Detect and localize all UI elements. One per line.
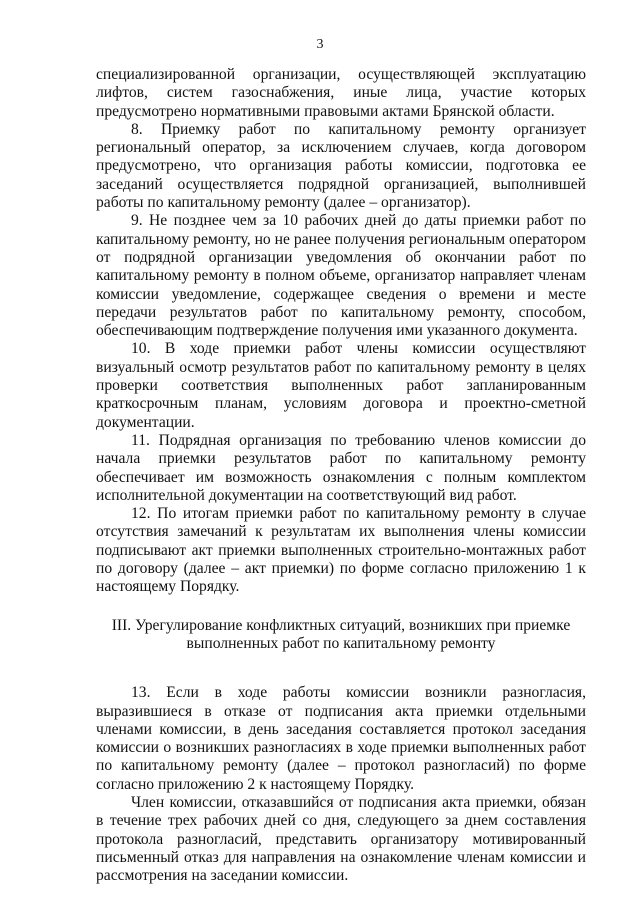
section-heading-line-2: выполненных работ по капитальному ремонту: [186, 634, 496, 652]
paragraphs-before: [96, 66, 586, 597]
page-number: 3: [316, 37, 324, 52]
paragraph-item-8: 8. Приемку работ по капитальному ремонту организует региональный оператор, за исключением случаев, когда договором предусмотрено, что организация работы комиссии, подготовка ее заседаний осуществляется подрядной организацией, выполнившей работы по капитальному ремонту (далее – организатор).: [96, 120, 586, 212]
paragraph-item-10: 10. В ходе приемки работ члены комиссии осуществляют визуальный осмотр результатов работ по капитальному ремонту в целях проверки соответствия выполненных работ запланированным краткосрочным планам, условиям договора и проектно-сметной документации.: [96, 340, 586, 431]
section-heading: [96, 617, 586, 654]
paragraph-item-12: 12. По итогам приемки работ по капитальному ремонту в случае отсутствия замечаний к результатам их выполнения члены комиссии подписывают акт приемки выполненных строительно-монтажных работ по договору (далее – акт приемки) по форме согласно приложению 1 к настоящему Порядку.: [96, 505, 586, 596]
paragraph: Член комиссии, отказавшийся от подписания акта приемки, обязан в течение трех рабочих дней со дня, следующего за днем составления протокола разногласий, представить организатору мотивированный письменный отказ для направления на ознакомление членам комиссии и рассмотрения на заседании комиссии.: [96, 793, 586, 885]
paragraph-item-9: 9. Не позднее чем за 10 рабочих дней до даты приемки работ по капитальному ремонту, но не ранее получения региональным оператором от подрядной организации уведомления об окончании работ по капитальному ремонту в полном объеме, организатор направляет членам комиссии уведомление, содержащее сведения о времени и месте передачи результатов работ по капитальному ремонту, способом, обеспечивающим подтверждение получения ими указанного документа.: [96, 212, 586, 340]
paragraph-item-13: 13. Если в ходе работы комиссии возникли разногласия, выразившиеся в отказе от подписания акта приемки отдельными членами комиссии, в день заседания составляется протокол заседания комиссии о возникших разногласиях в ходе приемки выполненных работ по капитальному ремонту (далее – протокол разногласий) по форме согласно приложению 2 к настоящему Порядку.: [96, 684, 586, 793]
paragraphs-after: [96, 684, 586, 885]
section-heading-line-1: III. Урегулирование конфликтных ситуаций, возникших при приемке: [111, 616, 571, 634]
paragraph: специализированной организации, осуществляющей эксплуатацию лифтов, систем газоснабжения, иные лица, участие которых предусмотрено нормативными правовыми актами Брянской области.: [96, 66, 586, 120]
paragraph-item-11: 11. Подрядная организация по требованию членов комиссии до начала приемки результатов работ по капитальному ремонту обеспечивает им возможность ознакомления с полным комплектом исполнительной документации на соответствующий вид работ.: [96, 431, 586, 504]
document-body: [96, 66, 586, 885]
